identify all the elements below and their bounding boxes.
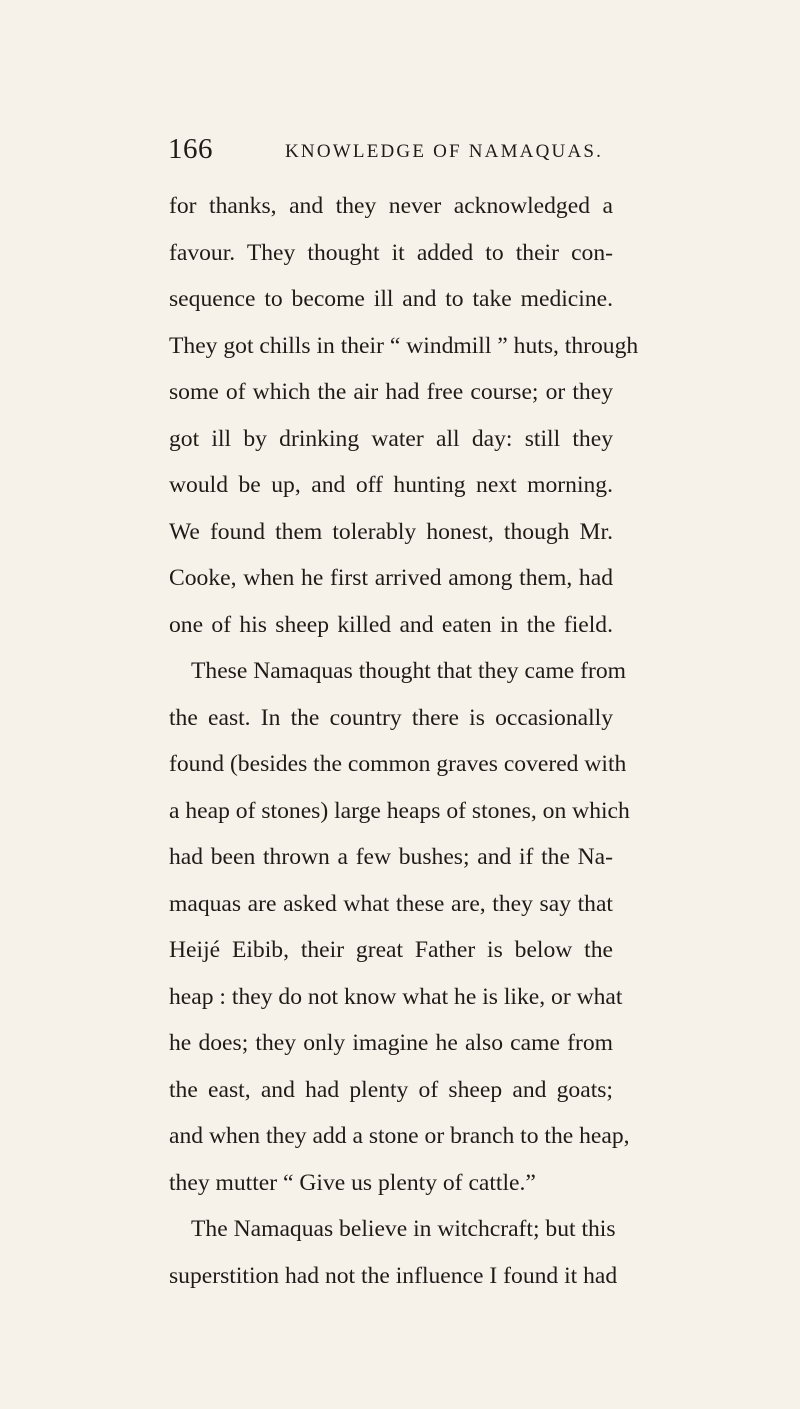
text-line: Cooke, when he first arrived among them, had [169,565,613,591]
text-line: Heijé Eibib, their great Father is below the [169,937,613,963]
running-title: KNOWLEDGE OF NAMAQUAS. [285,141,604,162]
text-line: and when they add a stone or branch to the heap, [169,1123,630,1149]
text-line: would be up, and off hunting next morning. [169,472,613,498]
text-line: maquas are asked what these are, they say that [169,890,613,917]
page-number: 166 [168,133,213,165]
text-line: one of his sheep killed and eaten in the field. [169,611,613,638]
paragraph-start-line: The Namaquas believe in witchcraft; but this [191,1216,616,1242]
text-line: had been thrown a few bushes; and if the Na- [169,844,613,870]
text-line: found (besides the common graves covered with [169,751,627,777]
text-line: the east, and had plenty of sheep and goats; [169,1076,613,1103]
body-text [169,191,639,1307]
text-line: for thanks, and they never acknowledged a [169,193,613,219]
paragraph-start-line: These Namaquas thought that they came from [191,658,627,684]
text-line: heap : they do not know what he is like, or what [169,983,623,1010]
text-line: got ill by drinking water all day: still they [169,425,613,452]
text-line: the east. In the country there is occasionally [169,704,613,731]
text-line: They got chills in their “ windmill ” huts, through [169,332,639,359]
text-line: he does; they only imagine he also came from [169,1030,613,1056]
text-line: favour. They thought it added to their con- [169,239,613,266]
text-line: some of which the air had free course; or they [169,379,613,405]
text-line: they mutter “ Give us plenty of cattle.” [169,1169,536,1196]
text-line: We found them tolerably honest, though Mr. [169,518,613,545]
text-line: superstition had not the influence I found it had [169,1262,618,1289]
running-head [168,133,628,173]
text-line: a heap of stones) large heaps of stones, on which [169,797,630,824]
text-line: sequence to become ill and to take medicine. [169,286,613,312]
